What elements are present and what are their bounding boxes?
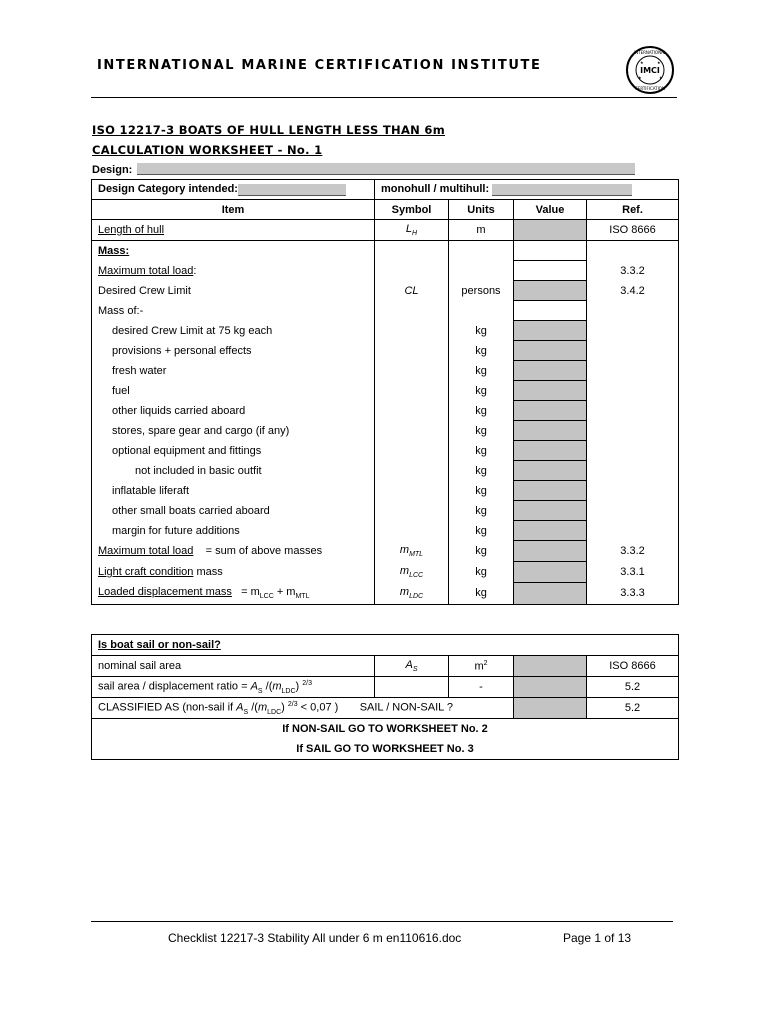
- mass-item-label: inflatable liferaft: [92, 481, 375, 501]
- mass-item-row: [92, 421, 679, 441]
- mtl-label: Maximum total load = sum of above masses: [92, 541, 375, 562]
- mass-item-value-input[interactable]: [514, 521, 587, 541]
- mass-item-units: kg: [449, 321, 514, 341]
- crew-limit-value-input[interactable]: [514, 281, 587, 301]
- mass-item-units: kg: [449, 501, 514, 521]
- col-header-ref: Ref.: [587, 200, 679, 220]
- hull-type-cell: monohull / multihull:: [375, 180, 679, 200]
- sail-classification-table: [91, 634, 679, 760]
- table-row-mass-heading: [92, 241, 679, 261]
- mass-item-units: kg: [449, 361, 514, 381]
- length-symbol: $L_H$: [375, 220, 449, 241]
- mass-item-label: fresh water: [92, 361, 375, 381]
- mass-item-value-input[interactable]: [514, 461, 587, 481]
- ldc-symbol: $m_{LDC}$: [375, 583, 449, 605]
- mass-item-value-input[interactable]: [514, 501, 587, 521]
- mtl-ref: 3.3.2: [587, 541, 679, 562]
- mass-item-row: [92, 441, 679, 461]
- mass-item-row: [92, 501, 679, 521]
- footer-filename: Checklist 12217-3 Stability All under 6 m en110616.doc: [168, 931, 462, 945]
- imci-logo: [624, 45, 676, 95]
- svg-text:CERTIFICATION: CERTIFICATION: [635, 86, 665, 91]
- mass-item-units: kg: [449, 521, 514, 541]
- classified-value-input[interactable]: [514, 698, 587, 719]
- length-units: m: [449, 220, 514, 241]
- lcc-units: kg: [449, 562, 514, 583]
- crew-limit-label: Desired Crew Limit: [92, 281, 375, 301]
- length-ref: ISO 8666: [587, 220, 679, 241]
- mtl-value-input[interactable]: [514, 541, 587, 562]
- classified-label: CLASSIFIED AS (non-sail if $A_S$ $/(m_{LDC}) ^{2/3} < 0,07$ ) SAIL / NON-SAIL ?: [92, 698, 514, 719]
- nominal-sail-ref: ISO 8666: [587, 656, 679, 677]
- mass-item-units: kg: [449, 421, 514, 441]
- nominal-sail-symbol: $A_S$: [375, 656, 449, 677]
- table-row-mass-of: [92, 301, 679, 321]
- table-row-nominal-sail: [92, 656, 679, 677]
- ldc-ref: 3.3.3: [587, 583, 679, 605]
- max-load-value-cell: [514, 261, 587, 281]
- mass-item-value-input[interactable]: [514, 401, 587, 421]
- mass-item-row: [92, 381, 679, 401]
- mass-item-label: margin for future additions: [92, 521, 375, 541]
- classified-ref: 5.2: [587, 698, 679, 719]
- mass-item-row: [92, 341, 679, 361]
- mass-item-label: desired Crew Limit at 75 kg each: [92, 321, 375, 341]
- table-row-mtl: [92, 541, 679, 562]
- col-header-value: Value: [514, 200, 587, 220]
- design-input[interactable]: [137, 163, 635, 175]
- design-category-input[interactable]: [238, 184, 346, 196]
- goto-row: [92, 719, 679, 760]
- table-header-row: [92, 200, 679, 220]
- mass-item-row: [92, 401, 679, 421]
- ldc-value-input[interactable]: [514, 583, 587, 605]
- mass-of-label: Mass of:-: [92, 301, 375, 321]
- mass-heading: Mass:: [92, 241, 375, 261]
- mass-item-value-input[interactable]: [514, 481, 587, 501]
- ratio-ref: 5.2: [587, 677, 679, 698]
- ldc-units: kg: [449, 583, 514, 605]
- mass-of-value-cell[interactable]: [514, 301, 587, 321]
- institute-name: INTERNATIONAL MARINE CERTIFICATION INSTITUTE: [97, 58, 542, 73]
- lcc-ref: 3.3.1: [587, 562, 679, 583]
- mass-worksheet-table: [91, 179, 679, 605]
- col-header-units: Units: [449, 200, 514, 220]
- ratio-value-input[interactable]: [514, 677, 587, 698]
- mass-item-units: kg: [449, 441, 514, 461]
- mass-item-value-input[interactable]: [514, 421, 587, 441]
- mass-item-row: [92, 481, 679, 501]
- length-label: Length of hull: [92, 220, 375, 241]
- mass-item-units: kg: [449, 381, 514, 401]
- mass-item-row: [92, 461, 679, 481]
- mtl-symbol: $m_{MTL}$: [375, 541, 449, 562]
- mass-item-value-input[interactable]: [514, 441, 587, 461]
- mass-item-value-input[interactable]: [514, 321, 587, 341]
- lcc-label: Light craft condition mass: [92, 562, 375, 583]
- table-row: [92, 180, 679, 200]
- mass-item-label: not included in basic outfit: [92, 461, 375, 481]
- lcc-symbol: $m_{LCC}$: [375, 562, 449, 583]
- mass-items-list: [92, 321, 679, 541]
- mass-item-row: [92, 361, 679, 381]
- lcc-value-input[interactable]: [514, 562, 587, 583]
- design-category-cell: Design Category intended:: [92, 180, 375, 200]
- nominal-sail-value-input[interactable]: [514, 656, 587, 677]
- mass-item-units: kg: [449, 481, 514, 501]
- svg-text:★: ★: [638, 75, 642, 80]
- table-row-max-load: [92, 261, 679, 281]
- crew-limit-symbol: CL: [375, 281, 449, 301]
- svg-text:★: ★: [640, 60, 644, 65]
- sail-heading: Is boat sail or non-sail?: [92, 635, 679, 656]
- mass-item-label: stores, spare gear and cargo (if any): [92, 421, 375, 441]
- ldc-label: Loaded displacement mass = $m_{LCC} + m_{MTL}$: [92, 583, 375, 605]
- table-row-length: [92, 220, 679, 241]
- header-rule: [91, 97, 677, 98]
- mass-item-label: other small boats carried aboard: [92, 501, 375, 521]
- goto-nonsail: If NON-SAIL GO TO WORKSHEET No. 2: [282, 723, 488, 735]
- hull-type-input[interactable]: [492, 184, 632, 196]
- mtl-units: kg: [449, 541, 514, 562]
- max-load-label: Maximum total load:: [92, 261, 375, 281]
- svg-text:★: ★: [659, 75, 663, 80]
- svg-text:INTERNATIONAL: INTERNATIONAL: [633, 50, 667, 55]
- crew-limit-ref: 3.4.2: [587, 281, 679, 301]
- ratio-label: sail area / displacement ratio = $A_S$ $/(m_{LDC})$ $^{2/3}$: [92, 677, 375, 698]
- classified-value: SAIL / NON-SAIL ?: [359, 701, 454, 714]
- mass-item-units: kg: [449, 341, 514, 361]
- footer-page-number: Page 1 of 13: [563, 931, 632, 945]
- goto-instructions: [92, 719, 679, 760]
- mass-item-label: optional equipment and fittings: [92, 441, 375, 461]
- sail-heading-row: [92, 635, 679, 656]
- col-header-item: Item: [92, 200, 375, 220]
- mass-item-label: other liquids carried aboard: [92, 401, 375, 421]
- mass-item-row: [92, 521, 679, 541]
- nominal-sail-label: nominal sail area: [92, 656, 375, 677]
- worksheet-subtitle: CALCULATION WORKSHEET - No. 1: [92, 143, 323, 157]
- mass-item-value-input[interactable]: [514, 381, 587, 401]
- table-row-ratio: [92, 677, 679, 698]
- mass-item-units: kg: [449, 461, 514, 481]
- mass-item-value-input[interactable]: [514, 361, 587, 381]
- footer-rule: [91, 921, 673, 922]
- svg-text:IMCI: IMCI: [640, 66, 660, 75]
- col-header-symbol: Symbol: [375, 200, 449, 220]
- worksheet-title: ISO 12217-3 BOATS OF HULL LENGTH LESS THAN 6m: [92, 123, 445, 137]
- crew-limit-units: persons: [449, 281, 514, 301]
- table-row-ldc: [92, 583, 679, 605]
- mass-item-value-input[interactable]: [514, 341, 587, 361]
- table-row-lcc: [92, 562, 679, 583]
- design-label: Design:: [92, 164, 133, 176]
- max-load-ref: 3.3.2: [587, 261, 679, 281]
- ratio-units: -: [449, 677, 514, 698]
- goto-sail: If SAIL GO TO WORKSHEET No. 3: [296, 743, 474, 755]
- svg-text:★: ★: [657, 60, 661, 65]
- length-value-input[interactable]: [514, 220, 587, 241]
- mass-item-label: fuel: [92, 381, 375, 401]
- mass-item-units: kg: [449, 401, 514, 421]
- table-row-crew-limit: [92, 281, 679, 301]
- mass-item-label: provisions + personal effects: [92, 341, 375, 361]
- nominal-sail-units: $m^2$: [449, 656, 514, 677]
- mass-item-row: [92, 321, 679, 341]
- table-row-classified: [92, 698, 679, 719]
